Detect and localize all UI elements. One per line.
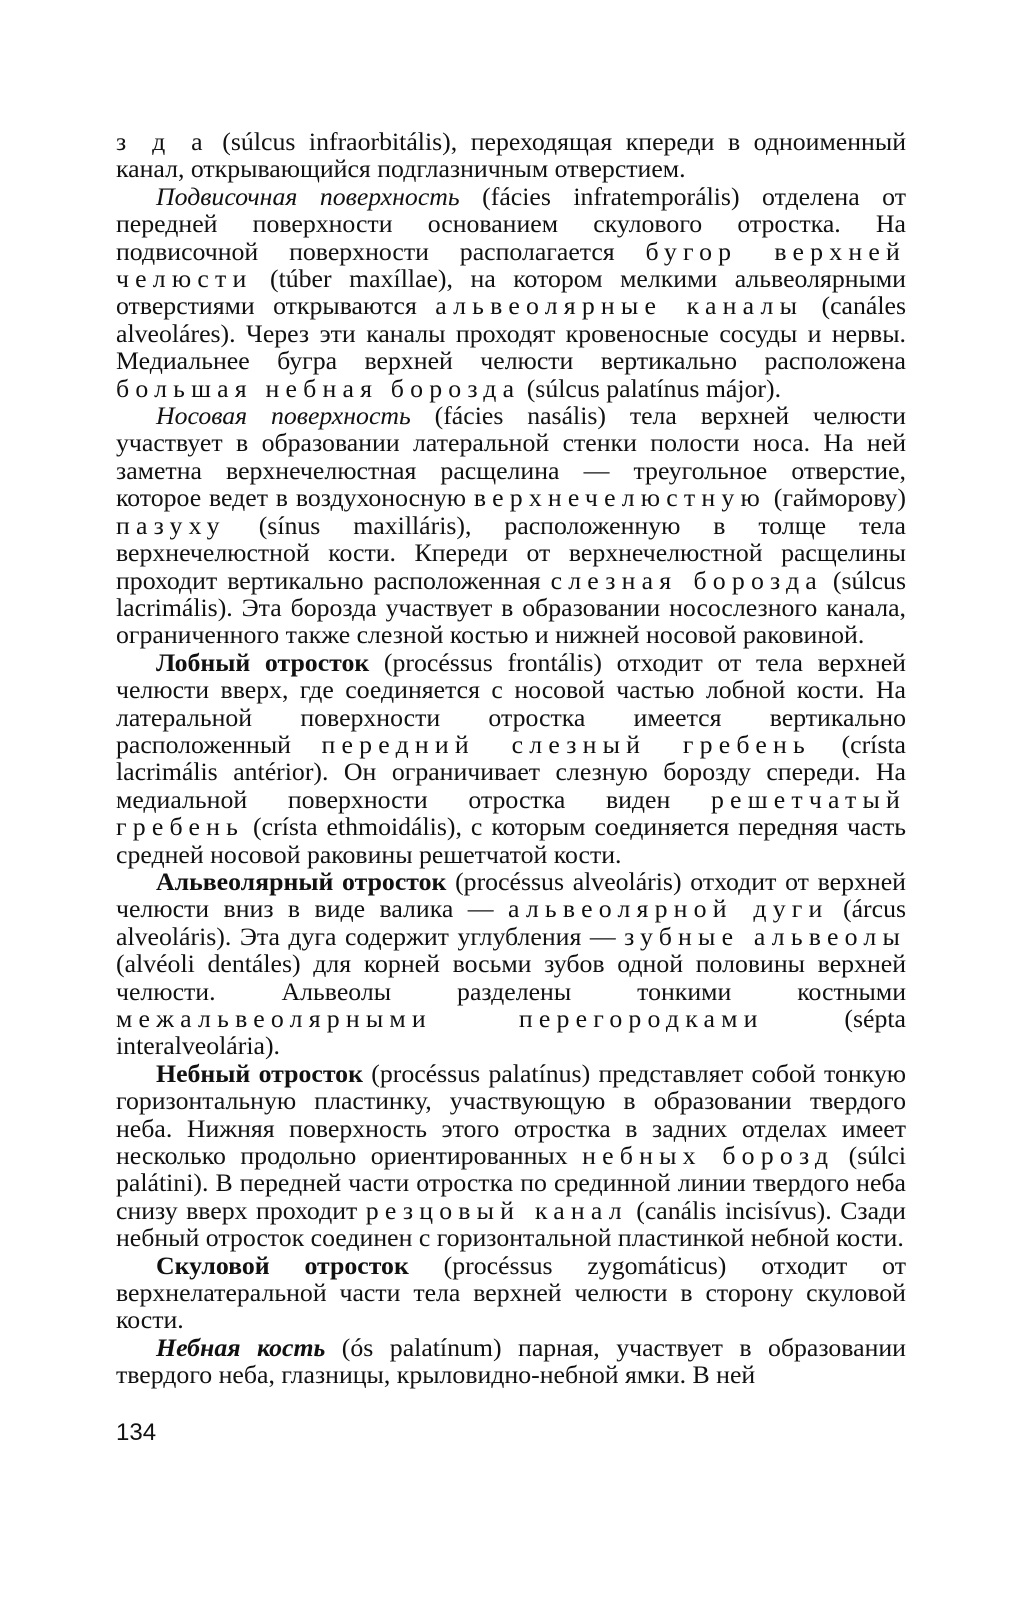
text-run: (canális incisívus). Сзади небный отросток соединен с горизонтальной пластинкой небной кости. (116, 1195, 906, 1253)
text-run: (súlci palátini). В передней части отростка по срединной линии твердого неба снизу вверх проходит (116, 1141, 906, 1225)
spaced-term: резцовый канал (365, 1195, 628, 1225)
spaced-term: межальвеолярными перегородками (116, 1004, 764, 1033)
spaced-term: слезная борозда (550, 565, 823, 595)
text-run: (alvéoli dentáles) для корней восьми зубов одной половины верхней челюсти. Альвеолы разделены тонкими костными (116, 949, 906, 1006)
spaced-term: зубные альвеолы (624, 921, 907, 951)
text-run: (procéssus alveoláris) отходит от верхней челюсти вниз в виде валика — (116, 866, 906, 924)
page-body (116, 128, 906, 1389)
text-run: (árcus alveoláris). Эта дуга содержит углубления — (116, 894, 907, 951)
text-run: (fácies nasális) тела верхней челюсти участвует в образовании латеральной стенки полости носа. На ней заметна верхнечелюстная расщелина — треугольное отверстие, которое ведет в воздухоносную (116, 401, 906, 513)
text-run: (гайморову) (765, 483, 906, 513)
heading-term: Лобный отросток (156, 647, 370, 677)
text-run: (fácies infratemporális) отделена от передней поверхности основанием скулового отростка. На подвисочной поверхности располагается (116, 181, 906, 266)
paragraph (116, 183, 906, 402)
paragraph (116, 402, 906, 649)
heading-term: Носовая поверхность (156, 401, 411, 431)
text-run: (túber maxíllae), на котором мелкими альвеолярными отверстиями открываются (116, 264, 906, 321)
spaced-term: верхнечелюстную (473, 483, 766, 513)
paragraph (116, 1252, 906, 1334)
heading-term: Небный отросток (156, 1058, 363, 1088)
spaced-term: пазуху (116, 510, 226, 540)
paragraph (116, 1060, 906, 1252)
heading-term: Альвеолярный отросток (156, 866, 447, 896)
text-run: (ós palatínum) парная, участвует в образовании твердого неба, глазницы, крыловидно-небной ямки. В ней (116, 1332, 906, 1390)
heading-term: Небная кость (156, 1332, 326, 1362)
text-run: (canáles alveoláres). Через эти каналы проходят кровеносные сосуды и нервы. Медиальнее бугра верхней челюсти вертикально расположена (116, 291, 906, 376)
paragraph (116, 1334, 906, 1389)
spaced-term: з д а (116, 127, 209, 156)
text-run: (procéssus frontális) отходит от тела верхней челюсти вверх, где соединяется с носовой частью лобной кости. На латеральной поверхности отростка имеется вертикально расположенный (116, 647, 906, 759)
spaced-term: бугор верхней челюсти (116, 236, 906, 294)
heading-term: Подвисочная поверхность (156, 181, 460, 211)
text-run: (súlcus palatínus májor). (520, 373, 782, 403)
spaced-term: большая небная борозда (116, 373, 521, 403)
paragraph (116, 649, 906, 868)
text-run: (sínus maxilláris), расположенную в толще тела верхнечелюстной кости. Кпереди от верхнечелюстной расщелины проходит вертикально расположенная (116, 510, 906, 595)
spaced-term: альвеолярной дуги (507, 894, 829, 924)
page-number: 134 (116, 1419, 157, 1446)
spaced-term: передний слезный гребень (321, 729, 811, 759)
spaced-term: небных борозд (582, 1141, 835, 1171)
heading-term: Скуловой отросток (156, 1250, 409, 1280)
paragraph (116, 868, 906, 1060)
text-run: (sépta interalveolária). (116, 1004, 907, 1061)
spaced-term: альвеолярные каналы (435, 291, 804, 321)
text-run: (procéssus zygomáticus) отходит от верхнелатеральной части тела верхней челюсти в сторону скуловой кости. (116, 1250, 906, 1335)
spaced-term: решетчатый гребень (116, 784, 906, 842)
text-run: (crísta lacrimális antérior). Он ограничивает слезную борозду спереди. На медиальной поверхности отростка виден (116, 729, 906, 814)
paragraph (116, 128, 906, 183)
text-run: (crísta ethmoidális), с которым соединяется передняя часть средней носовой раковины решетчатой кости. (116, 812, 906, 869)
text-run: (súlcus lacrimális). Эта борозда участвует в образовании носослезного канала, ограниченного также слезной костью и нижней носовой раковиной. (116, 565, 906, 650)
text-run: (súlcus infraorbitális), переходящая кпереди в одноименный канал, открывающийся подглазничным отверстием. (116, 127, 906, 184)
text-run: (procéssus palatínus) представляет собой тонкую горизонтальную пластинку, участвующую в образовании твердого неба. Нижняя поверхность этого отростка в задних отделах имеет несколько продольно ориентированных (116, 1058, 906, 1171)
